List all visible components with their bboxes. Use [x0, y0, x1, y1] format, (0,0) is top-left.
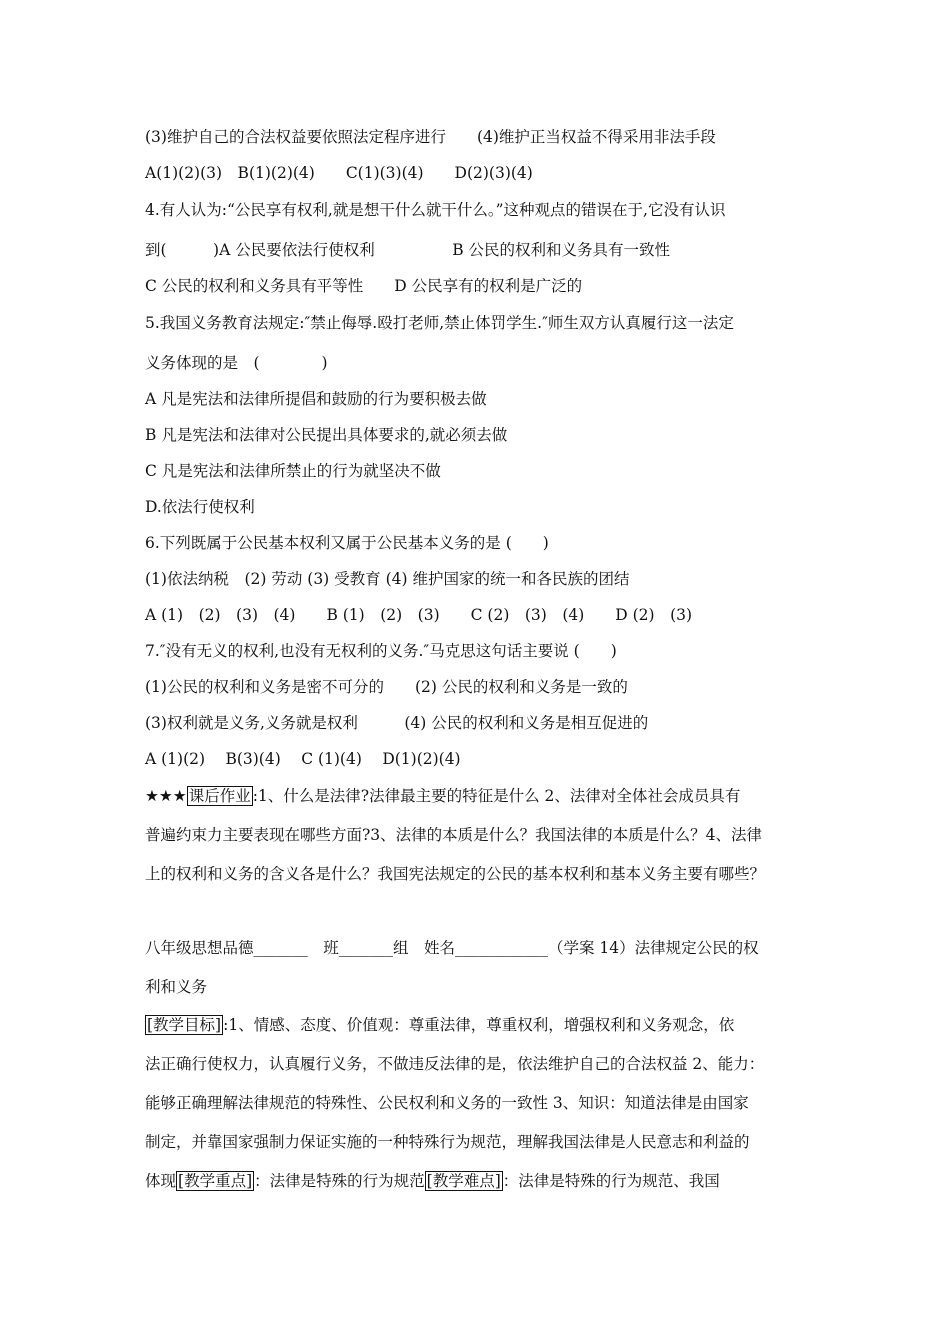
question-5: 5.我国义务教育法规定:″禁止侮辱.殴打老师,禁止体罚学生.″师生双方认真履行这一法定 [145, 314, 734, 332]
text-line: 能够正确理解法律规范的特殊性、公民权利和义务的一致性 3、知识：知道法律是由国家 [145, 1094, 749, 1112]
text-line: (1)依法纳税 (2) 劳动 (3) 受教育 (4) 维护国家的统一和各民族的团结 [145, 570, 630, 588]
text-span: :1、什么是法律?法律最主要的特征是什么 2、法律对全体社会成员具有 [252, 787, 741, 805]
text-line: 义务体现的是 ( ) [145, 354, 328, 372]
option-c: C 凡是宪法和法律所禁止的行为就坚决不做 [145, 462, 441, 480]
question-6: 6.下列既属于公民基本权利又属于公民基本义务的是 ( ) [145, 534, 549, 552]
objectives-line [145, 1015, 734, 1035]
star-icon: ★★★ [145, 787, 187, 805]
text-span: ：法律是特殊的行为规范、我国 [502, 1172, 720, 1190]
text-line: (3)维护自己的合法权益要依照法定程序进行 (4)维护正当权益不得采用非法手段 [145, 128, 716, 146]
question-4: 4.有人认为:“公民享有权利,就是想干什么就干什么。”这种观点的错误在于,它没有认识 [145, 201, 726, 219]
key-points-label: [教学重点] [178, 1172, 253, 1190]
text-line: A (1) (2) (3) (4) B (1) (2) (3) C (2) (3) (4) D (2) (3) [145, 606, 693, 624]
question-7: 7.″没有无义的权利,也没有无权利的义务.″马克思这句话主要说 ( ) [145, 642, 617, 660]
text-line: 制定，并靠国家强制力保证实施的一种特殊行为规范，理解我国法律是人民意志和利益的 [145, 1133, 750, 1151]
objectives-label: [教学目标] [147, 1016, 222, 1034]
text-span: :1、情感、态度、价值观：尊重法律，尊重权利，增强权利和义务观念，依 [223, 1016, 735, 1034]
text-line: (3)权利就是义务,义务就是权利 (4) 公民的权利和义务是相互促进的 [145, 714, 649, 732]
key-points-line [145, 1171, 720, 1191]
text-span: ：法律是特殊的行为规范 [254, 1172, 425, 1190]
worksheet-header: 八年级思想品德_______ 班_______组 姓名____________（学案 14）法律规定公民的权 [145, 939, 759, 957]
text-line: C 公民的权利和义务具有平等性 D 公民享有的权利是广泛的 [145, 277, 583, 295]
difficulties-label: [教学难点] [426, 1172, 501, 1190]
option-d: D.依法行使权利 [145, 498, 255, 516]
option-a: A 凡是宪法和法律所提倡和鼓励的行为要积极去做 [145, 390, 487, 408]
text-line: 上的权利和义务的含义各是什么？我国宪法规定的公民的基本权利和基本义务主要有哪些？ [145, 865, 766, 883]
text-line: A(1)(2)(3) B(1)(2)(4) C(1)(3)(4) D(2)(3)(4) [145, 164, 533, 182]
text-span: 体现 [145, 1172, 177, 1190]
text-line: 普遍约束力主要表现在哪些方面?3、法律的本质是什么？我国法律的本质是什么？4、法律 [145, 826, 763, 844]
text-line: A (1)(2) B(3)(4) C (1)(4) D(1)(2)(4) [145, 750, 461, 768]
text-line: 到( )A 公民要依法行使权利 B 公民的权利和义务具有一致性 [145, 241, 671, 259]
homework-line [145, 786, 740, 806]
text-line: (1)公民的权利和义务是密不可分的 (2) 公民的权利和义务是一致的 [145, 678, 628, 696]
text-line: 利和义务 [145, 978, 208, 996]
homework-label: 课后作业 [188, 787, 251, 805]
text-line: 法正确行使权力，认真履行义务，不做违反法律的是，依法维护自己的合法权益 2、能力： [145, 1055, 765, 1073]
option-b: B 凡是宪法和法律对公民提出具体要求的,就必须去做 [145, 426, 508, 444]
